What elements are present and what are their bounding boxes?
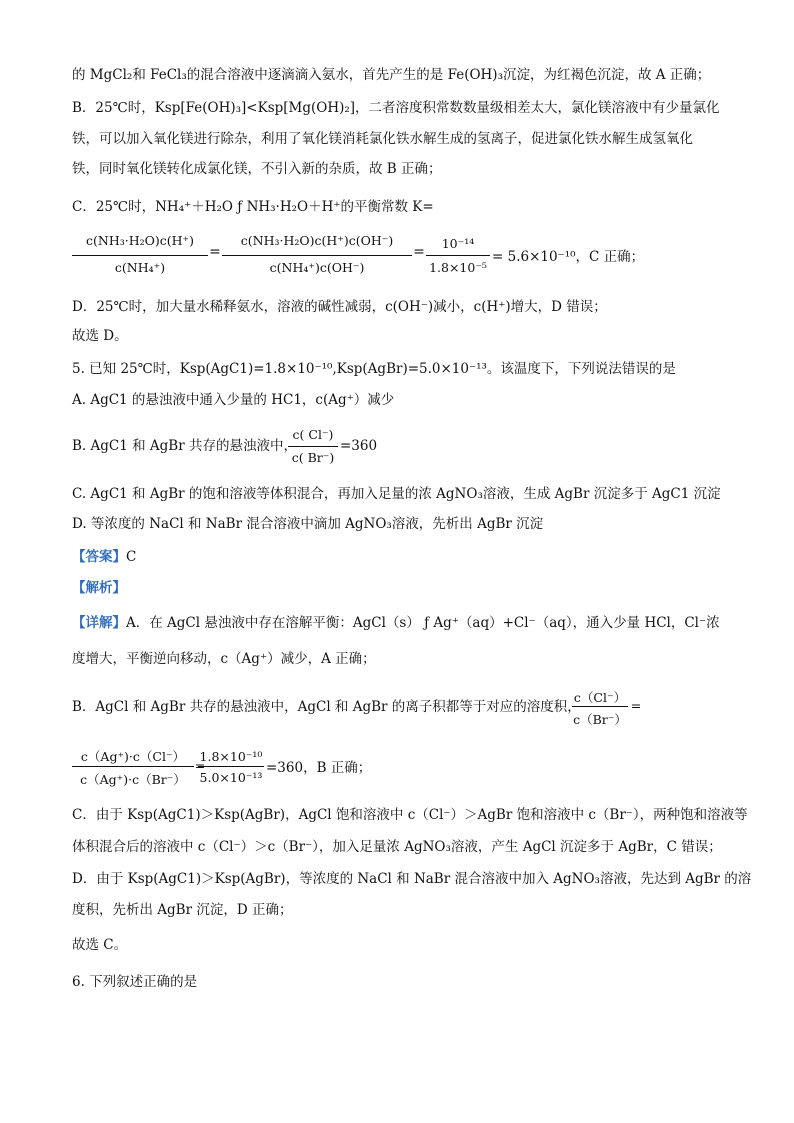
equals-sign: = (194, 758, 206, 773)
text-line: 体积混合后的溶液中 c（Cl⁻）＞c（Br⁻），加入足量浓 AgNO₃溶液，产生 AgCl 沉淀多于 AgBr，C 错误； (72, 839, 722, 855)
option-b-value: =360 (340, 438, 378, 454)
text-line: 铁，同时氧化镁转化成氯化镁，不引入新的杂质，故 B 正确； (72, 161, 442, 177)
fraction-denominator: c（Ag⁺)·c（Br⁻） (80, 772, 186, 787)
text-line: C．由于 Ksp(AgC1)＞Ksp(AgBr)，AgCl 饱和溶液中 c（Cl⁻）＞AgBr 饱和溶液中 c（Br⁻），两种饱和溶液等 (72, 807, 748, 823)
question-5-stem: 5. 已知 25℃时，Ksp(AgC1)=1.8×10⁻¹⁰,Ksp(AgBr)=5.0×10⁻¹³。该温度下，下列说法错误的是 (72, 361, 676, 377)
formula-result: = 5.6×10⁻¹⁰，C 正确； (492, 249, 645, 265)
fraction-numerator: c(NH₃·H₂O)c(H⁺) (86, 233, 194, 248)
equals-sign: = (630, 698, 642, 713)
text-line: B．AgCl 和 AgBr 共存的悬浊液中，AgCl 和 AgBr 的离子积都等于对应的溶度积， (72, 699, 581, 715)
answer-tag: 【答案】 (72, 549, 126, 565)
answer-line (72, 548, 136, 566)
option-c: C. AgC1 和 AgBr 的饱和溶液等体积混合，再加入足量的浓 AgNO₃溶液，生成 AgBr 沉淀多于 AgC1 沉淀 (72, 486, 721, 502)
text-line: 的 MgCl₂和 FeCl₃的混合溶液中逐滴滴入氨水，首先产生的是 Fe(OH)₃沉淀，为红褐色沉淀，故 A 正确； (72, 67, 711, 83)
option-d: D. 等浓度的 NaCl 和 NaBr 混合溶液中滴加 AgNO₃溶液，先析出 AgBr 沉淀 (72, 516, 544, 532)
answer-value: C (126, 549, 137, 565)
text-line: 铁，可以加入氧化镁进行除杂，利用了氧化镁消耗氯化铁水解生成的氢离子，促进氯化铁水解生成氢氧化 (72, 131, 693, 147)
fraction-numerator: c(NH₃·H₂O)c(H⁺)c(OH⁻) (240, 233, 394, 248)
option-a: A. AgC1 的悬浊液中通入少量的 HC1，c(Ag⁺）减少 (72, 392, 395, 408)
formula-result: =360，B 正确； (266, 760, 372, 776)
fraction-denominator: 1.8×10⁻⁵ (429, 260, 487, 275)
fraction-bar (572, 706, 628, 707)
fraction-bar (426, 255, 490, 256)
text-line: D．由于 Ksp(AgC1)＞Ksp(AgBr)，等浓度的 NaCl 和 NaBr 混合溶液中加入 AgNO₃溶液，先达到 AgBr 的溶 (72, 871, 752, 887)
fraction-numerator: 1.8×10⁻¹⁰ (199, 749, 263, 764)
fraction-numerator: c（Cl⁻） (573, 690, 627, 705)
text-line: D．25℃时，加大量水稀释氨水，溶液的碱性减弱，c(OH⁻)减小，c(H⁺)增大，D 错误； (72, 299, 607, 315)
fraction-numerator: c( Cl⁻) (292, 427, 334, 442)
fraction-bar (72, 255, 208, 256)
fraction-bar (222, 255, 412, 256)
detail-a-line1 (72, 614, 720, 632)
text-line: B．25℃时，Ksp[Fe(OH)₃]<Ksp[Mg(OH)₂]，二者溶度积常数数量级相差太大，氯化镁溶液中有少量氯化 (72, 100, 720, 116)
equals-sign: = (209, 244, 221, 260)
fraction-bar (288, 446, 338, 447)
fraction-numerator: 10⁻¹⁴ (441, 236, 475, 251)
detail-text: A．在 AgCl 悬浊液中存在溶解平衡：AgCl（s） ƒ Ag⁺（aq）+Cl⁻（aq），通入少量 HCl，Cl⁻浓 (126, 615, 720, 631)
option-b-text: B. AgC1 和 AgBr 共存的悬浊液中， (72, 438, 297, 454)
fraction-bar (72, 766, 194, 767)
fraction-numerator: c（Ag⁺)·c（Cl⁻） (80, 749, 186, 764)
analysis-line (72, 579, 126, 597)
fraction-denominator: 5.0×10⁻¹³ (199, 770, 263, 785)
equals-sign: = (413, 244, 425, 260)
detail-tag: 【详解】 (72, 615, 126, 631)
text-line: 度积，先析出 AgBr 沉淀，D 正确； (72, 902, 293, 918)
question-6-stem: 6. 下列叙述正确的是 (72, 974, 198, 990)
conclusion-line: 故选 C。 (72, 937, 128, 953)
fraction-denominator: c( Br⁻) (291, 450, 335, 465)
text-line: C．25℃时，NH₄⁺＋H₂O ƒ NH₃·H₂O＋H⁺的平衡常数 K= (72, 199, 434, 215)
fraction-denominator: c（Br⁻） (573, 712, 627, 727)
text-line: 度增大，平衡逆向移动，c（Ag⁺）减少，A 正确； (72, 651, 376, 667)
text-line: 故选 D。 (72, 328, 128, 344)
fraction-bar (198, 766, 264, 767)
fraction-denominator: c(NH₄⁺) (114, 260, 166, 275)
fraction-denominator: c(NH₄⁺)c(OH⁻) (269, 260, 365, 275)
analysis-tag: 【解析】 (72, 580, 126, 596)
